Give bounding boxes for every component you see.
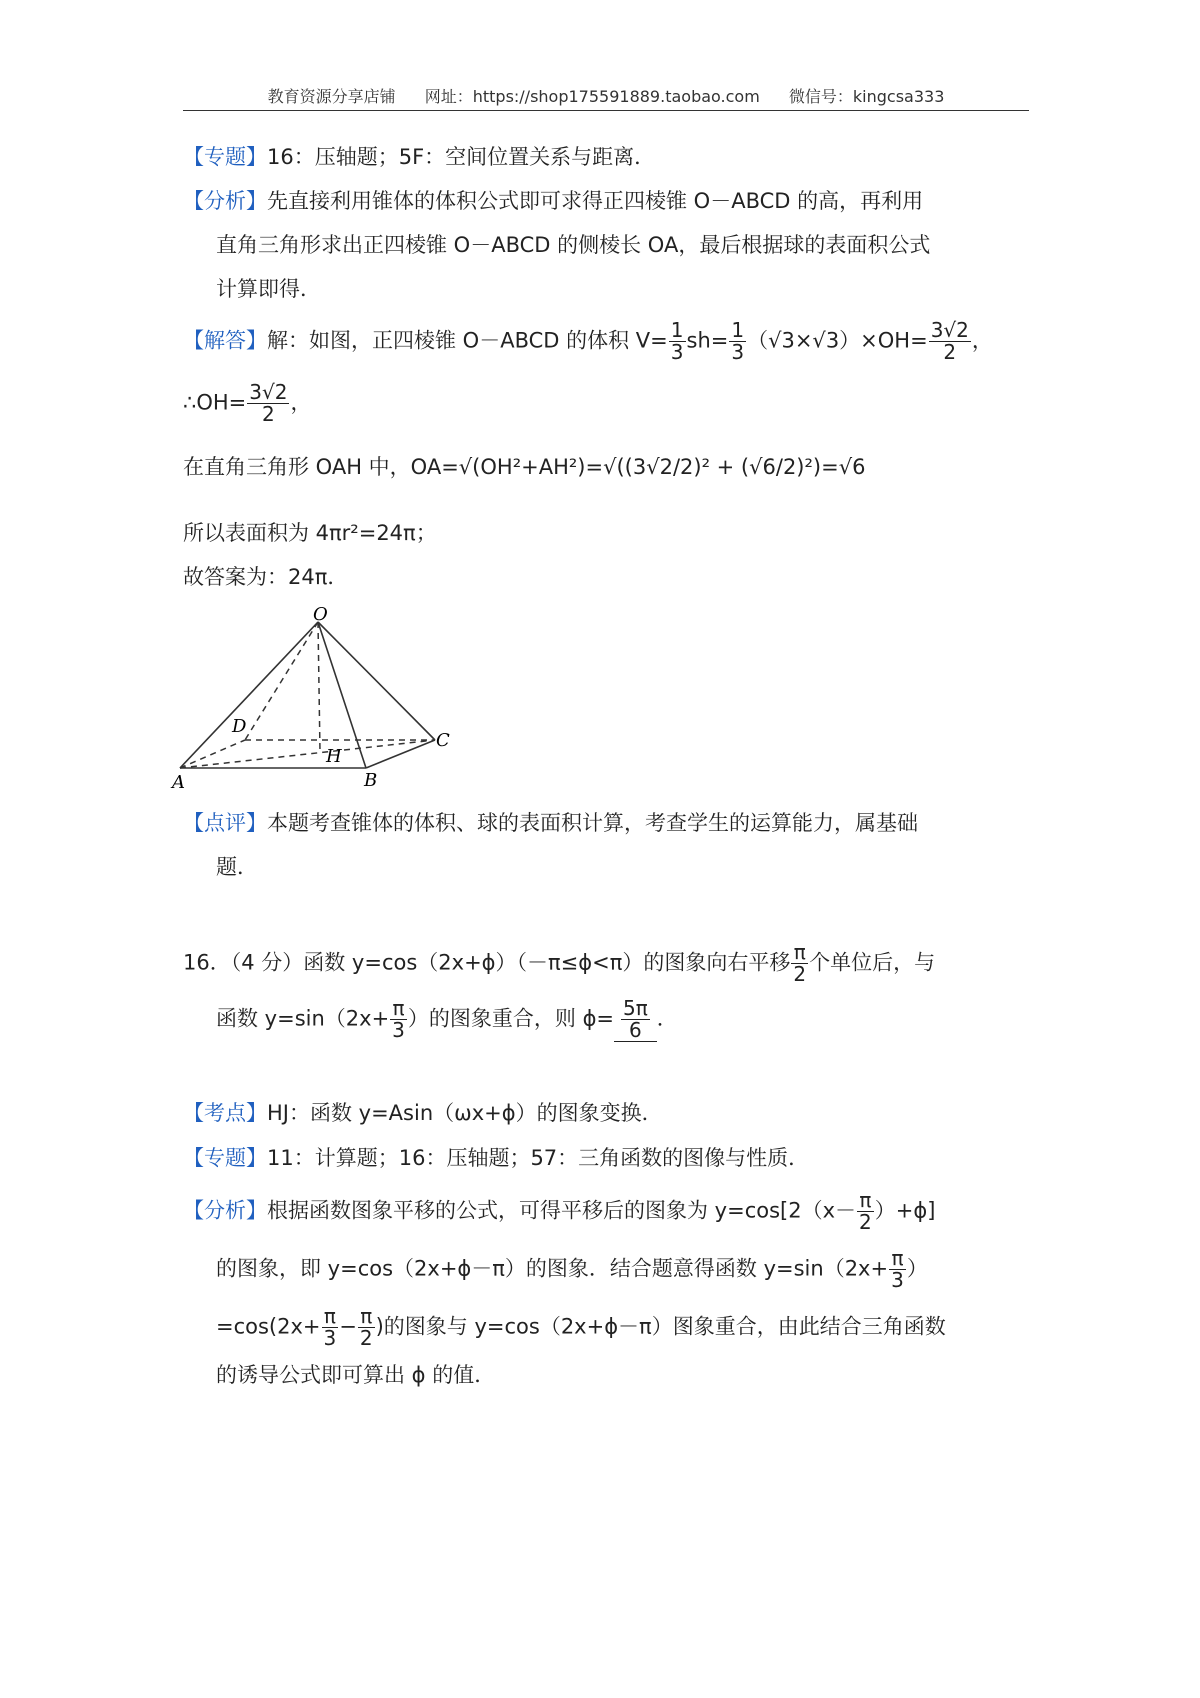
zhuanti-tag: 【专题】 xyxy=(183,145,267,169)
q16-stem-2a: 函数 y=sin（2x+ xyxy=(216,1006,390,1031)
q16-stem-2 xyxy=(216,998,678,1042)
q16-fenxi-2 xyxy=(216,1248,928,1291)
q15-fenxi-1 xyxy=(183,186,923,216)
label-O: O xyxy=(313,606,328,625)
fraction-oh: $\frac{3√2}{2}$ xyxy=(249,380,288,426)
jieda-tag: 【解答】 xyxy=(183,328,267,353)
diagonal-AC xyxy=(180,740,435,768)
fraction-pi-over-2: $\frac{\pi}{2}$ xyxy=(793,940,807,986)
q16-fenxi-3 xyxy=(216,1306,946,1349)
zhuanti-text: 11：计算题；16：压轴题；57：三角函数的图像与性质． xyxy=(267,1146,810,1170)
edge-OA xyxy=(180,622,318,768)
q15-jieda xyxy=(183,320,993,363)
pyramid-figure xyxy=(170,606,470,796)
jieda-text-b: sh= xyxy=(686,328,729,353)
fenxi-tag: 【分析】 xyxy=(183,189,267,213)
dianping-text-1: 本题考查锥体的体积、球的表面积计算，考查学生的运算能力，属基础 xyxy=(267,811,918,835)
fenxi-text-1b: ）+ϕ] xyxy=(874,1198,936,1223)
label-H: H xyxy=(326,746,342,767)
fraction-pi-over-3: $\frac{\pi}{3}$ xyxy=(323,1304,337,1350)
q16-fenxi-1 xyxy=(183,1190,935,1233)
zhuanti-tag: 【专题】 xyxy=(183,1146,267,1170)
q16-stem-1 xyxy=(183,942,935,985)
fraction-3root2-over-2: $\frac{3√2}{2}$ xyxy=(930,318,969,364)
q15-oa xyxy=(183,452,865,482)
fraction-one-third: $\frac{1}{3}$ xyxy=(670,318,684,364)
q16-stem-2c: ． xyxy=(656,1006,678,1031)
fraction-pi-over-3: $\frac{\pi}{3}$ xyxy=(392,996,405,1042)
answer-blank xyxy=(614,998,657,1042)
fraction-one-third-2: $\frac{1}{3}$ xyxy=(731,318,745,364)
q16-kaodian xyxy=(183,1098,663,1128)
answer-fraction: $\frac{5\pi}{6}$ xyxy=(623,996,648,1042)
edge-OC xyxy=(318,622,435,740)
zhuanti-text: 16：压轴题；5F：空间位置关系与距离． xyxy=(267,145,656,169)
edge-AD xyxy=(180,740,245,768)
header-divider xyxy=(183,110,1029,111)
q16-stem-1a: 16．（4 分）函数 y=cos（2x+ϕ）（－π≤ϕ<π）的图象向右平移 xyxy=(183,950,791,975)
q16-fenxi-4: 的诱导公式即可算出 ϕ 的值． xyxy=(216,1363,496,1387)
page-header xyxy=(183,84,1029,107)
q16-stem-1b: 个单位后，与 xyxy=(809,950,936,975)
q15-zhuanti xyxy=(183,142,655,172)
jieda-text-a: 解：如图，正四棱锥 O－ABCD 的体积 V= xyxy=(267,328,668,353)
q15-answer: 故答案为：24π． xyxy=(183,565,349,589)
fenxi-text-2b: ） xyxy=(906,1256,928,1281)
height-OH xyxy=(318,622,320,752)
label-D: D xyxy=(232,716,247,737)
q16-stem-2b: ）的图象重合，则 ϕ= xyxy=(407,1006,615,1031)
label-A: A xyxy=(172,772,185,793)
shop-url[interactable]: 网址：https://shop175591889.taobao.com xyxy=(424,87,760,106)
comma: ， xyxy=(971,328,993,353)
q15-surface: 所以表面积为 4πr²=24π； xyxy=(183,521,437,545)
fenxi-text-3c: )的图象与 y=cos（2x+ϕ－π）图象重合，由此结合三角函数 xyxy=(375,1314,946,1339)
fenxi-text-1: 先直接利用锥体的体积公式即可求得正四棱锥 O－ABCD 的高，再利用 xyxy=(267,189,924,213)
oa-expression: √(OH²+AH²)=√((3√2/2)² + (√6/2)²)=√6 xyxy=(458,455,866,479)
dianping-tag: 【点评】 xyxy=(183,811,267,835)
q16-zhuanti xyxy=(183,1143,809,1173)
q15-oh xyxy=(183,382,311,425)
q15-fenxi-2: 直角三角形求出正四棱锥 O－ABCD 的侧棱长 OA，最后根据球的表面积公式 xyxy=(216,233,931,257)
label-C: C xyxy=(436,730,450,751)
fraction-pi-over-2: $\frac{\pi}{2}$ xyxy=(859,1188,872,1234)
oh-prefix: ∴OH= xyxy=(183,390,247,415)
edge-OD xyxy=(245,622,318,740)
fenxi-text-3a: =cos(2x+ xyxy=(216,1314,321,1339)
shop-name: 教育资源分享店铺 xyxy=(267,87,396,106)
label-B: B xyxy=(364,770,378,791)
wechat-id: 微信号：kingcsa333 xyxy=(788,87,945,106)
fraction-pi-over-2: $\frac{\pi}{2}$ xyxy=(359,1304,373,1350)
fenxi-text-3b: − xyxy=(339,1314,357,1339)
q15-fenxi-3: 计算即得． xyxy=(216,277,321,301)
fenxi-text-1a: 根据函数图象平移的公式，可得平移后的图象为 y=cos[2（x－ xyxy=(267,1198,857,1223)
fraction-pi-over-3: $\frac{\pi}{3}$ xyxy=(891,1246,904,1292)
kaodian-text: HJ：函数 y=Asin（ωx+ϕ）的图象变换． xyxy=(267,1101,663,1125)
jieda-text-c: （√3×√3）×OH= xyxy=(747,328,928,353)
kaodian-tag: 【考点】 xyxy=(183,1101,267,1125)
fenxi-tag: 【分析】 xyxy=(183,1198,267,1223)
q15-dianping-2: 题． xyxy=(216,855,258,879)
comma: ， xyxy=(290,390,312,415)
q15-dianping-1 xyxy=(183,808,918,838)
oa-prefix: 在直角三角形 OAH 中，OA= xyxy=(183,455,459,479)
fenxi-text-2a: 的图象，即 y=cos（2x+ϕ－π）的图象．结合题意得函数 y=sin（2x+ xyxy=(216,1256,889,1281)
